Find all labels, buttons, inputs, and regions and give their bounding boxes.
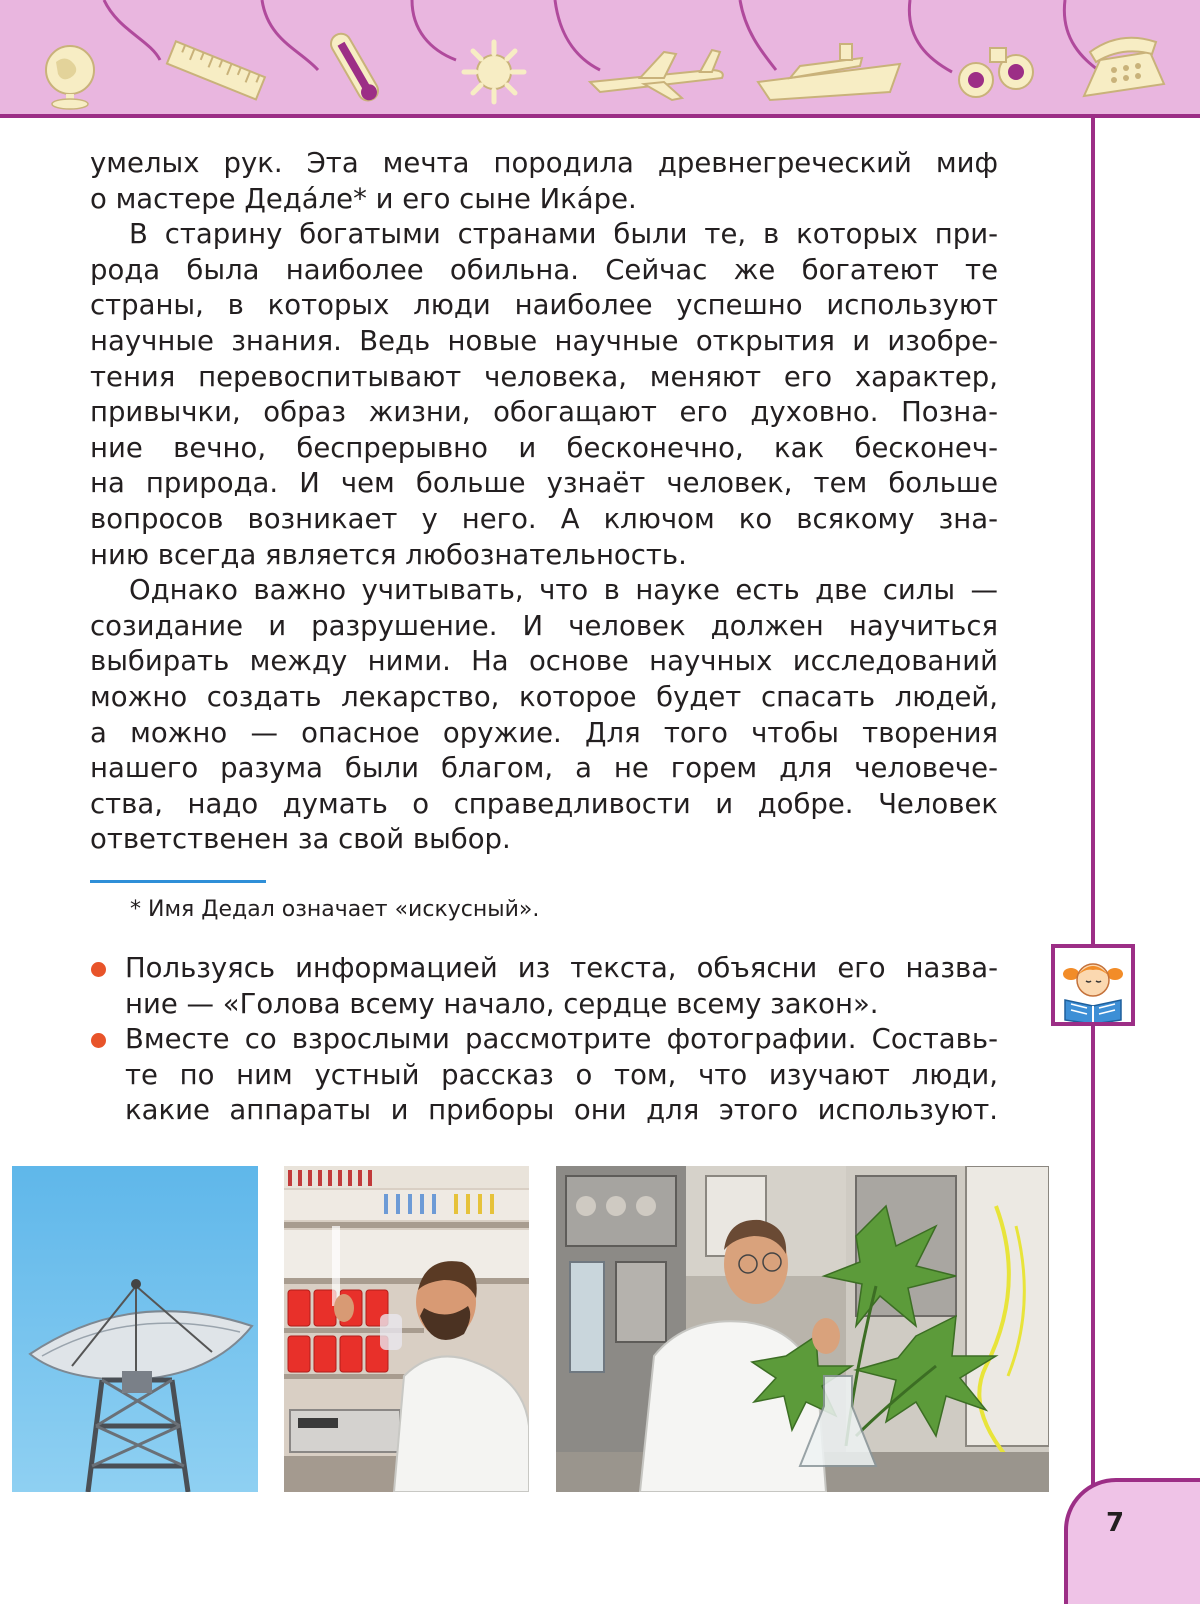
body-line: В старину богатыми странами были те, в которых при-	[129, 218, 998, 251]
body-line: нию всегда является любознательность.	[90, 538, 687, 571]
reading-girl-icon	[1051, 944, 1135, 1026]
binoculars-icon	[959, 48, 1033, 97]
task-line: ние — «Голова всему начало, сердце всему закон».	[125, 987, 879, 1020]
ship-icon	[758, 44, 900, 100]
body-line: ответственен за свой выбор.	[90, 823, 511, 856]
bullet-icon	[91, 962, 106, 977]
footnote-rule	[90, 880, 266, 883]
body-line: научные знания. Ведь новые научные открытия и изобре-	[90, 324, 998, 357]
body-line: ние вечно, беспрерывно и бесконечно, как бесконеч-	[90, 431, 998, 464]
body-line: нашего разума были благом, а не горем для человече-	[90, 752, 998, 785]
chemist-photo	[284, 1166, 529, 1492]
airplane-icon	[590, 50, 723, 100]
body-line: ства, надо думать о справедливости и добре. Человек	[90, 787, 998, 820]
globe-icon	[46, 46, 94, 109]
body-line: а можно — опасное оружие. Для того чтобы творения	[90, 716, 998, 749]
body-line: привычки, образ жизни, обогащают его духовно. Позна-	[90, 396, 998, 429]
footnote: * Имя Дедал означает «искусный».	[130, 897, 540, 922]
body-line: тения перевоспитывают человека, меняют его характер,	[90, 360, 998, 393]
task-list	[90, 951, 998, 1129]
body-line: созидание и разрушение. И человек должен научиться	[90, 609, 998, 642]
body-line: рода была наиболее обильна. Сейчас же богатеют те	[90, 253, 998, 286]
task-line: Вместе со взрослыми рассмотрите фотографии. Составь-	[125, 1023, 998, 1056]
radio-telescope-photo	[12, 1166, 258, 1492]
bullet-icon	[91, 1033, 106, 1048]
body-line: на природа. И чем больше узнаёт человек, тем больше	[90, 467, 998, 500]
body-line: Однако важно учитывать, что в науке есть две силы —	[129, 574, 998, 607]
task-line: Пользуясь информацией из текста, объясни его назва-	[125, 952, 998, 984]
page-number: 7	[1106, 1508, 1125, 1538]
botanist-photo	[556, 1166, 1049, 1492]
header-decoration	[0, 0, 1200, 118]
body-line: страны, в которых люди наиболее успешно используют	[90, 289, 998, 322]
page-number-tab	[1064, 1478, 1200, 1604]
telephone-icon	[1084, 38, 1164, 96]
thermometer-icon	[327, 30, 381, 104]
body-line: можно создать лекарство, которое будет спасать людей,	[90, 680, 998, 713]
task-item	[90, 1022, 998, 1129]
sun-icon	[464, 42, 524, 102]
header-band	[0, 0, 1200, 118]
task-line: те по ним устный рассказ о том, что изучают люди,	[125, 1058, 998, 1091]
body-line: о мастере Деда́ле* и его сыне Ика́ре.	[90, 182, 637, 215]
body-line: умелых рук. Эта мечта породила древнегреческий миф	[90, 147, 998, 179]
task-line: какие аппараты и приборы они для этого используют.	[125, 1094, 998, 1127]
margin-line	[1091, 118, 1095, 1488]
task-item	[90, 951, 998, 1022]
body-line: вопросов возникает у него. А ключом ко всякому зна-	[90, 502, 998, 535]
body-text	[90, 146, 998, 858]
body-line: выбирать между ними. На основе научных исследований	[90, 645, 998, 678]
ruler-icon	[167, 41, 265, 99]
